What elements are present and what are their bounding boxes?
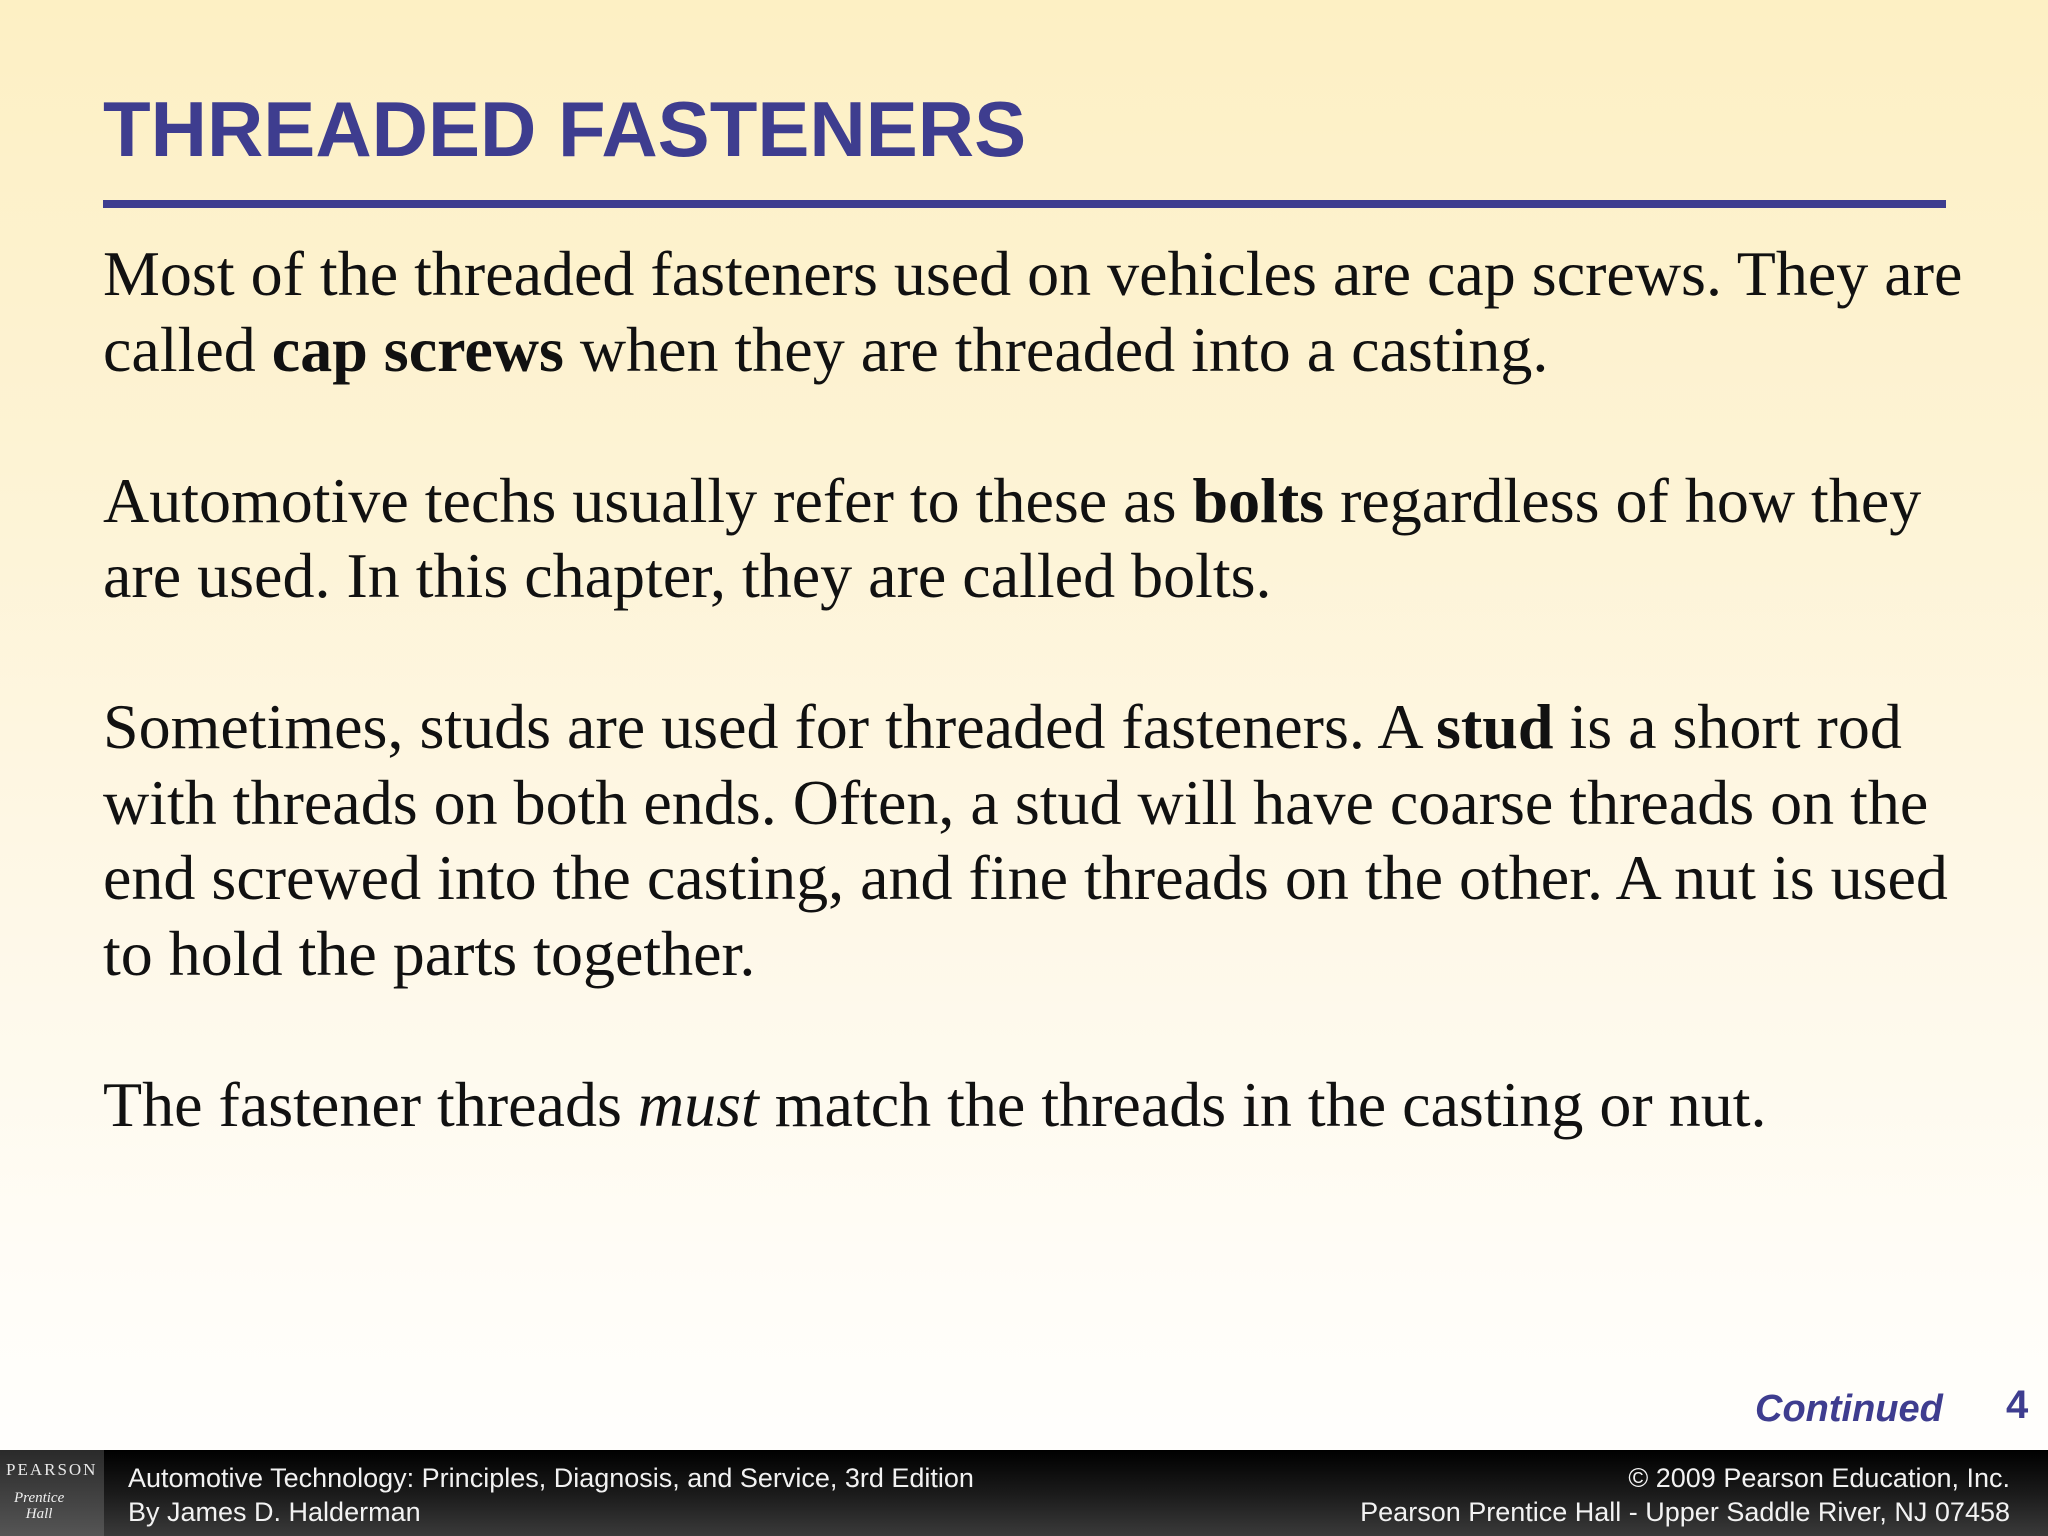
- title-underline: [103, 200, 1946, 208]
- paragraph-text: when they are threaded into a casting.: [563, 313, 1549, 385]
- paragraph-text: is a short rod with threads on both ends. Often, a stud will have coarse threads on the end screwed into the casting, and fine threads on the other. A nut is used to hold the parts together.: [103, 691, 1948, 989]
- paragraph-text: regardless of how they are used. In this chapter, they are called bolts.: [103, 464, 1922, 611]
- slide-number: 4: [2006, 1383, 2029, 1427]
- paragraph-text: match the threads in the casting or nut.: [758, 1068, 1767, 1140]
- logo-pearson-text: PEARSON: [6, 1460, 98, 1479]
- logo-hall-line: Hall: [25, 1506, 53, 1522]
- pearson-prentice-hall-logo: [0, 1450, 104, 1536]
- paragraph-cap-screws: [103, 236, 1983, 387]
- footer-publisher: Pearson Prentice Hall - Upper Saddle River, NJ 07458: [1360, 1497, 2010, 1527]
- emphasis-must: must: [637, 1068, 759, 1140]
- paragraph-text: Automotive techs usually refer to these as: [103, 464, 1193, 536]
- paragraph-text: Sometimes, studs are used for threaded fasteners. A: [103, 691, 1436, 762]
- footer-book-title: Automotive Technology: Principles, Diagnosis, and Service, 3rd Edition: [128, 1463, 974, 1493]
- paragraph-bolts: [103, 463, 1983, 614]
- slide-title: THREADED FASTENERS: [103, 85, 1027, 173]
- footer-author: By James D. Halderman: [128, 1497, 421, 1527]
- paragraph-text: Most of the threaded fasteners used on vehicles are cap screws. They are called: [103, 238, 1963, 385]
- footer-bar: [0, 1450, 2048, 1536]
- logo-prentice-hall-text: [14, 1490, 64, 1522]
- logo-prentice-line: Prentice: [14, 1490, 65, 1506]
- term-bolts: bolts: [1192, 464, 1325, 536]
- term-stud: stud: [1436, 691, 1554, 762]
- footer-copyright: © 2009 Pearson Education, Inc.: [1628, 1463, 2010, 1493]
- paragraph-text: The fastener threads: [103, 1068, 638, 1140]
- slide-body: [103, 236, 1983, 1142]
- term-cap-screws: cap screws: [271, 313, 564, 385]
- continued-label: Continued: [1755, 1388, 1943, 1430]
- paragraph-stud: [103, 689, 1983, 991]
- paragraph-threads-match: [103, 1067, 1983, 1143]
